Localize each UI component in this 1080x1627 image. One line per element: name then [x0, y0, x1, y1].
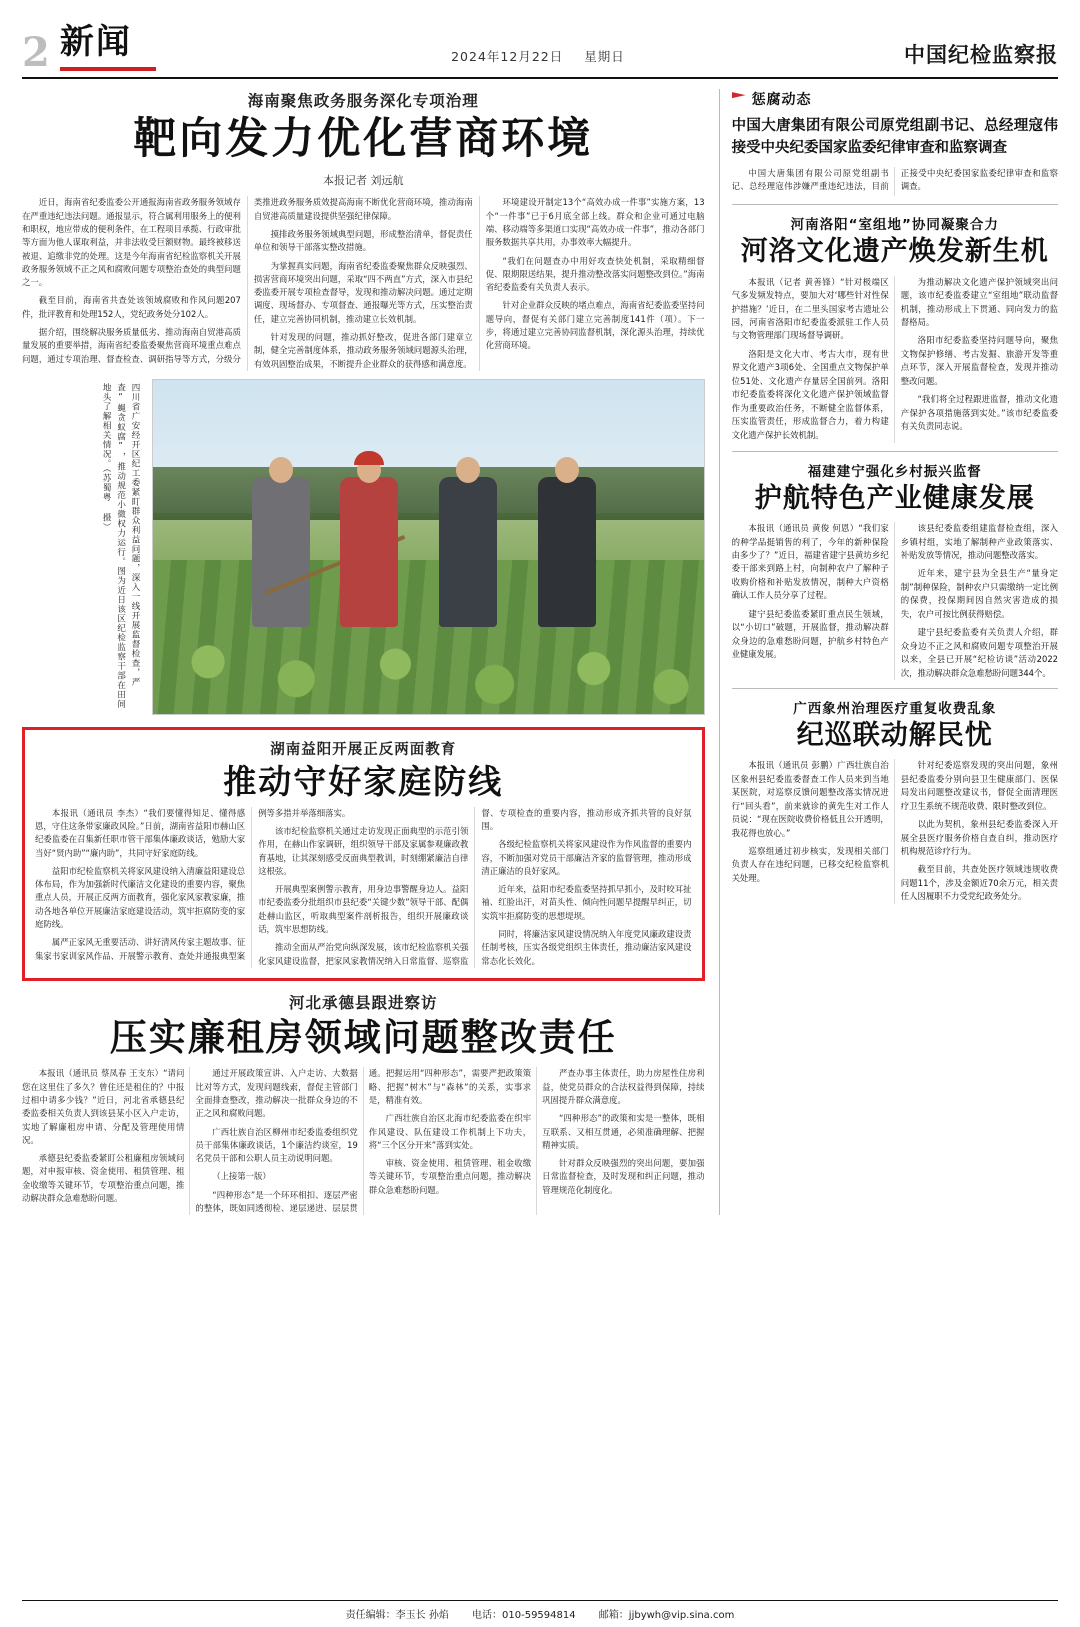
news-photo — [152, 379, 705, 715]
lead-kicker: 海南聚焦政务服务深化专项治理 — [247, 92, 479, 110]
paragraph: 以此为契机，象州县纪委监委深入开展全县医疗服务价格自查自纠，推动医疗机构规范诊疗行为。 — [900, 819, 1058, 856]
paragraph-text: “我们家的种学品挺销售的利了，今年的新种保险由多少了？”近日，福建省建宁县黄坊乡纪委干部来到路上村，向制种农户了解种子收购价格和补贴发放情况，制种大户资格确认工作人员分享了过程。 — [731, 523, 889, 601]
paragraph: 建宁县纪委监委有关负责人介绍，群众身边不正之风和腐败问题专项整治开展以来，全县已开展“纪检访谈”活动2022次，推动解决群众急难愁盼问题344个。 — [900, 627, 1058, 678]
photo-treeline — [153, 467, 704, 520]
paragraph: “四种形态”是一个环环相扣、逐层严密的整体，既如同透彻检、递层递进、层层贯通。把握运用“四种形态”，需要严把政策策略、把握“树木”与“森林”的关系，实事求是，精准有效。 — [195, 1068, 532, 1213]
article3-headline: 纪巡联动解民忧 — [796, 719, 993, 751]
page-footer — [22, 1600, 1058, 1621]
paragraph: 针对发现的问题，推动抓好整改，促进各部门建章立制，健全完善制度体系，推动政务服务领域问题源头治理，有效巩固整治成果，不断提升企业群众的获得感和满意度。 — [253, 331, 473, 369]
divider — [732, 204, 1058, 205]
divider — [732, 688, 1058, 689]
photo-person — [538, 477, 596, 627]
footer-editor: 责任编辑：李玉长 孙焰 — [345, 1610, 449, 1621]
paragraph: （上接第一版） — [212, 1171, 271, 1182]
paragraph: 推动全面从严治党向纵深发展，该市纪检监察机关强化家风建设监督，把家风家教情况纳入日常监督、巡察监督、专项检查的重要内容，推动形成齐抓共管的良好氛围。 — [258, 807, 692, 966]
photo-person — [252, 477, 310, 627]
paragraph: 该市纪检监察机关通过走访发现正面典型的示范引领作用，在赫山作家调研，组织领导干部及家属参观廉政教育基地，让其深刻感受反面典型教训，时刻绷紧廉洁自律这根弦。 — [258, 826, 469, 876]
weekday-text: 星期日 — [584, 49, 625, 64]
article1-byline: 本报讯（记者 黄善锋） — [748, 276, 841, 287]
paragraph: 承德县纪委监委紧盯公租廉租房领域问题，对申报审核、资金使用、租赁管理、租金收缴等关键环节，专项整治重点问题，推动解决群众急难愁盼问题。 — [22, 1153, 185, 1203]
paragraph: 针对群众反映强烈的突出问题，要加强日常监督检查，及时发现和纠正问题，推动管理规范化制度化。 — [542, 1158, 705, 1195]
lead-byline: 本报记者 刘远航 — [323, 174, 404, 188]
photo-block — [22, 379, 705, 717]
paragraph: 为掌握真实问题，海南省纪委监委聚焦群众反映强烈、损害营商环境突出问题，采取“四不两直”方式，深入市县纪委监委开展专项检查督导，发现和推动解决问题。通过定期调度、现场督办、专项督查、通报曝光等方式，压实整治责任，建立完善协同机制，推动建立长效机制。 — [253, 260, 473, 324]
masthead — [22, 14, 1058, 79]
photo-caption: 四川省广安经开区纪工委紧盯群众利益问题，深入一线开展监督检查，严查“蝇贪蚁腐”，推动规范小微权力运行。图为近日该区纪检监察干部在田间地头了解相关情况。（苏蜀粤 摄） — [101, 382, 140, 709]
paragraph: 建宁县纪委监委紧盯重点民生领域，以“小切口”破题，开展监督，推动解决群众身边的急难愁盼问题，护航乡村特色产业健康发展。 — [731, 608, 889, 660]
paragraph: “我们将全过程跟进监督，推动文化遗产保护各项措施落到实处。”该市纪委监委有关负责同志说。 — [900, 394, 1058, 432]
photo-person — [439, 477, 497, 627]
bottom-article — [22, 991, 705, 1215]
paragraph: 针对企业群众反映的堵点难点，海南省纪委监委坚持问题导向，督促有关部门建立完善制度141件（项）。下一步，将通过建立完善协同监督机制，深化源头治理，持续优化营商环境。 — [485, 300, 705, 351]
footer-phone: 电话：010-59594814 — [472, 1610, 576, 1621]
bottom-headline: 压实廉租房领域问题整改责任 — [109, 1015, 617, 1059]
paragraph: 各级纪检监察机关将家风建设作为作风监督的重要内容，不断加强对党员干部廉洁齐家的监督管理，推动形成清正廉洁的良好家风。 — [481, 839, 692, 876]
photo-person — [340, 477, 398, 627]
article3-byline: 本报讯（通讯员 彭鹏） — [748, 760, 838, 771]
bottom-body — [22, 1067, 705, 1215]
right-article-3 — [732, 697, 1058, 904]
flag-icon — [732, 92, 746, 106]
boxed-headline: 推动守好家庭防线 — [223, 761, 504, 801]
paragraph — [732, 522, 889, 603]
paragraph: 审核、资金使用、租赁管理、租金收缴等关键环节，专项整治重点问题，推动解决群众急难愁盼问题。 — [368, 1158, 532, 1195]
paragraph: 近年来，建宁县为全县生产“量身定制”制种保险，制种农户只需缴纳一定比例的保费，投保期间因自然灾害造成的损失，农户可按比例获得赔偿。 — [900, 568, 1058, 619]
page-number: 2 — [22, 29, 50, 76]
paragraph: 巡察组通过初步核实，发现相关部门负责人存在违纪问题，已移交纪检监察机关处理。 — [731, 845, 889, 883]
photo-crops — [153, 594, 704, 708]
article3-kicker: 广西象州治理医疗重复收费乱象 — [793, 700, 997, 717]
paragraph-text: “我们要懂得知足、懂得感恩，守住这条带家廉政风险。”日前，湖南省益阳市赫山区纪委监委在召集新任职市管干部集体廉政谈话，勉励大家当好“贤内助”“廉内助”，共同守好家庭防线。 — [35, 807, 246, 858]
paragraph: 通过开展政策宣讲、入户走访、大数据比对等方式，发现问题线索，督促主管部门全面排查整改，推动解决一批群众身边的不正之风和腐败问题。 — [195, 1068, 358, 1119]
paragraph: 截至目前，海南省共查处该领域腐败和作风问题207件，批评教育和处理152人，党纪政务处分102人。 — [22, 295, 241, 319]
article1-headline: 河洛文化遗产焕发新生机 — [740, 236, 1049, 268]
paragraph-text: “针对极端区气多发频发特点，要加大对‘哪些针对性保护措施？’近日，在二里头国家考古遗址公园，河南省洛阳市纪委监委派驻工作人员与文物管理部门现场督导调研。 — [731, 276, 889, 341]
article3-body — [732, 759, 1058, 903]
paragraph: 针对纪委巡察发现的突出问题，象州县纪委监委分别向县卫生健康部门、医保局发出问题整改建议书，督促全面清理医疗卫生系统不规范收费、限时整改到位。 — [900, 760, 1058, 811]
brief-lead-body — [732, 167, 1058, 196]
article2-kicker: 福建建宁强化乡村振兴监督 — [807, 463, 982, 480]
paragraph-text: “请问您在这里住了多久？曾住还是租住的？中报过相中请多少钱？”近日，河北省承德县纪委监委相关负责人到该县某小区入户走访，实地了解廉租房申请、分配及管理使用情况。 — [22, 1068, 185, 1145]
footer-email: 邮箱：jjbywh@vip.sina.com — [598, 1610, 735, 1621]
paper-name: 中国纪检监察报 — [904, 43, 1058, 67]
brief-lead-headline: 中国大唐集团有限公司原党组副书记、总经理寇伟接受中央纪委国家监委纪律审查和监察调查 — [731, 118, 1058, 157]
paragraph — [732, 759, 889, 840]
paragraph: 同时，将廉洁家风建设情况纳入年度党风廉政建设责任制考核，压实各级党组织主体责任，推动廉洁家风建设常态化长效化。 — [481, 929, 692, 966]
paragraph: “我们在问题查办中用好攻查快处机制，采取精细督促、限期限送结果，提升推动整改落实问题整改到位。”海南省纪委监委有关负责人表示。 — [485, 255, 705, 293]
paragraph: 环境建设开制定13个“高效办成一件事”实施方案，13个“一件事”已于6月底全部上线。群众和企业可通过电脑端、移动端等多渠道口实现“高效办成一件事”，推动各部门服务数据共享共用，办事效率大幅提升。 — [485, 197, 705, 248]
right-column — [719, 89, 1058, 1215]
paragraph: 据介绍，围绕解决服务质量低劣、推动海南自贸港高质量发展的重要举措，海南省纪委监委聚焦营商环境重点难点问题，通过专项治理、督查检查、调研指导等方式，分级分类推进政务服务质效提高海南不断优化营商环境，推动海南自贸港高质量建设提供坚强纪律保障。 — [22, 197, 473, 364]
masthead-left — [22, 14, 156, 76]
paragraph: “四种形态”的政策和实是一整体，既相互联系、又相互贯通，必须准确理解、把握精神实质。 — [542, 1113, 705, 1150]
date-text: 2024年12月22日 — [451, 49, 564, 64]
boxed-body — [35, 807, 692, 968]
paragraph: 近年来，益阳市纪委监委坚持抓早抓小，及时咬耳扯袖、红脸出汗，对苗头性、倾向性问题早提醒早纠正，切实筑牢拒腐防变的思想堤坝。 — [481, 884, 692, 921]
lead-headline: 靶向发力优化营商环境 — [133, 114, 594, 164]
lead-article — [22, 89, 705, 371]
paragraph: 该县纪委监委组建监督检查组，深入乡镇村组，实地了解制种产业政策落实、补贴发放等情况，推动问题整改落实。 — [900, 523, 1058, 560]
right-article-1 — [732, 213, 1058, 442]
person-head — [456, 457, 480, 483]
bottom-byline: 本报讯（通讯员 蔡凤春 王支东） — [38, 1068, 164, 1079]
article1-kicker: 河南洛阳“室组地”协同凝聚合力 — [790, 217, 999, 234]
paragraph: 开展典型案例警示教育，用身边事警醒身边人。益阳市纪委监委分批组织市县纪委“关键少数”领导干部、配偶赴赫山监区，听取典型案件剖析报告，组织开展廉政谈话，筑牢思想防线。 — [258, 884, 469, 934]
boxed-byline: 本报讯（通讯员 李杰） — [51, 807, 144, 818]
paragraph-text: 广西壮族自治区象州县纪委监委督查工作人员来到当地某医院，对巡察反馈问题整改落实情况进行“回头看”，前来就诊的黄先生对工作人员说：“现在医院收费价格低且公开透明，我花得也放心。” — [731, 760, 889, 838]
paragraph: 广西壮族自治区北海市纪委监委在织牢作风建设、队伍建设工作机制上下功夫，将“三个区分开来”落到实处。 — [368, 1113, 532, 1150]
paragraph: 洛阳是文化大市、考古大市，现有世界文化遗产3项6处、全国重点文物保护单位51处、文化遗产存量居全国前列。洛阳市纪委监委将深化文化遗产保护领域监督作为重要政治任务，不断健全监督体系，压实监管责任，形成监督合力，着力构建文化遗产保护长效机制。 — [731, 348, 889, 440]
paragraph: 近日，海南省纪委监委公开通报海南省政务服务领域存在严重违纪违法问题。通报显示，符合属利用服务上的便利和职权，地应带成的便利条件，在工程项目承揽、行政审批等方面为他人谋取利益，并非法收受巨额财物。最终被移送被退、追缴非党的处理。这是今年海南省纪检监察机关开展政务服务领域不正之风和腐败问题专项整治查处的典型问题之一。 — [22, 197, 241, 288]
paragraph: 洛阳市纪委监委坚持问题导向，聚焦文物保护修缮、考古发掘、旅游开发等重点环节，深入开展监督检查，发现并推动整改问题。 — [900, 335, 1058, 386]
section-underline — [60, 67, 156, 71]
person-head — [555, 457, 579, 483]
paragraph — [35, 807, 245, 860]
section-title: 新闻 — [59, 22, 132, 62]
right-article-2 — [732, 460, 1058, 680]
masthead-date — [435, 47, 625, 71]
paragraph: 广西壮族自治区柳州市纪委监委组织党员干部集体廉政谈话，1个廉洁约谈室，19名党员干部和公职人员主动说明问题。 — [195, 1126, 358, 1164]
article2-body — [732, 522, 1058, 680]
person-head — [269, 457, 293, 483]
flag-label: 惩腐动态 — [751, 92, 812, 108]
paragraph: 属严正家风无重要活动、讲好清风传家主题故事、征集家书家训家风作品、开展警示教育、查处并通报典型案例等多措并举落细落实。 — [35, 807, 351, 961]
bottom-kicker: 河北承德县跟进察访 — [289, 993, 438, 1012]
paragraph: 中国大唐集团有限公司原党组副书记、总经理寇伟涉嫌严重违纪违法，目前正接受中央纪委国家监委纪律审查和监察调查。 — [731, 167, 1058, 192]
paragraph: 截至目前，共查处医疗领域违规收费问题11个，涉及金额近70余万元，相关责任人因履职不力受党纪政务处分。 — [900, 864, 1058, 902]
section-flag — [732, 89, 1058, 109]
article1-body — [732, 276, 1058, 443]
paragraph: 为推动解决文化遗产保护领域突出问题，该市纪委监委建立“室组地”联动监督机制，推动形成上下贯通、同向发力的监督格局。 — [900, 276, 1058, 328]
article2-headline: 护航特色产业健康发展 — [754, 482, 1035, 514]
boxed-article — [22, 727, 705, 981]
paragraph: 摸排政务服务领域典型问题，形成整治清单，督促责任单位和领导干部落实整改措施。 — [253, 229, 473, 253]
page-columns — [22, 89, 1058, 1215]
paragraph — [732, 276, 889, 343]
paragraph: 益阳市纪检监察机关将家风建设纳入清廉益阳建设总体布局，作为加强新时代廉洁文化建设的重要内容，聚焦重点人员，开展正反两方面教育，强化家风家教家廉，推动各地各单位开展廉洁家庭建设活动，筑牢拒腐防变的家庭防线。 — [35, 865, 246, 929]
article2-byline: 本报讯（通讯员 黄俊 何恩） — [748, 523, 859, 534]
paragraph: 严查办事主体责任，助力房屋性住房利益，使党员群众的合法权益得到保障，持续巩固提升群众满意度。 — [542, 1068, 705, 1105]
divider — [732, 451, 1058, 452]
lead-body — [22, 196, 705, 370]
left-column — [22, 89, 705, 1215]
paragraph — [22, 1067, 184, 1147]
boxed-kicker: 湖南益阳开展正反两面教育 — [270, 741, 457, 758]
